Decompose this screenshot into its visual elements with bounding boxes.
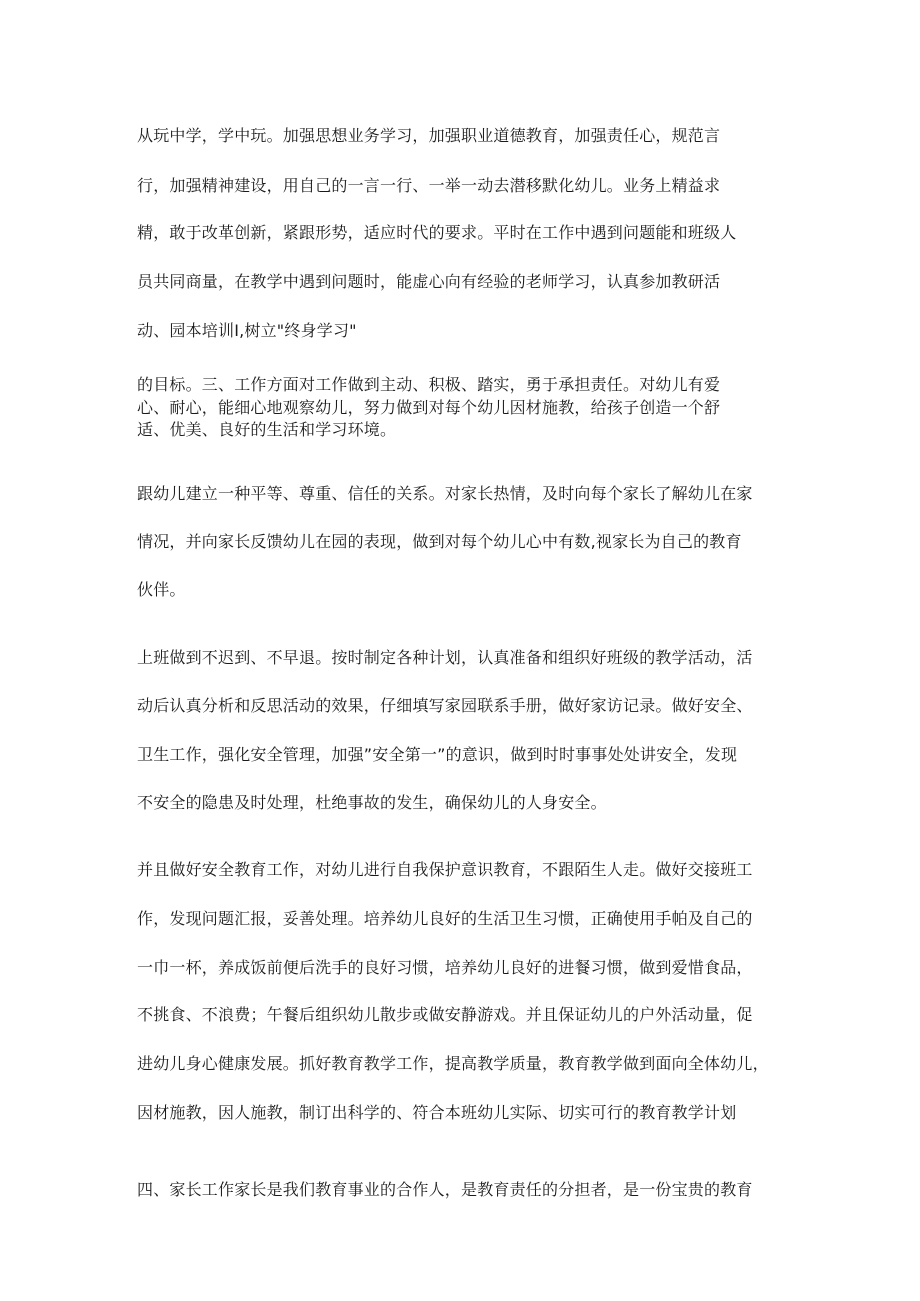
text-line: 情况，并向家长反馈幼儿在园的表现，做到对每个幼儿心中有数,视家长为自己的教育 (137, 532, 742, 551)
text-line: 精，敢于改革创新，紧跟形势，适应时代的要求。平时在工作中遇到问题能和班级人 (137, 223, 737, 242)
text-line: 卫生工作，强化安全管理，加强”安全第一”的意识，做到时时事事处处讲安全，发现 (137, 745, 738, 764)
text-line: 员共同商量，在教学中遇到问题时，能虚心向有经验的老师学习，认真参加教研活 (137, 272, 721, 291)
text-line: 行，加强精神建设，用自己的一言一行、一举一动去潜移默化幼儿。业务上精益求 (137, 176, 721, 195)
text-line: 并且做好安全教育工作，对幼儿进行自我保护意识教育，不跟陌生人走。做好交接班工 (137, 860, 753, 879)
text-line: 动、园本培训Ⅰ,树立"终身学习" (137, 321, 357, 340)
text-line: 的目标。三、工作方面对工作做到主动、积极、踏实，勇于承担责任。对幼儿有爱 (137, 375, 721, 394)
text-line: 从玩中学，学中玩。加强思想业务学习，加强职业道德教育，加强责任心，规范言 (137, 126, 721, 145)
text-line: 进幼儿身心健康发展。抓好教育教学工作，提高教学质量，教育教学做到面向全体幼儿， (137, 1054, 769, 1073)
text-line: 上班做到不迟到、不早退。按时制定各种计划，认真准备和组织好班级的教学活动，活 (137, 648, 753, 667)
text-line: 适、优美、良好的生活和学习环境。 (137, 420, 397, 439)
text-line: 伙伴。 (137, 580, 186, 599)
text-line: 不安全的隐患及时处理，杜绝事故的发生，确保幼儿的人身安全。 (137, 793, 607, 812)
text-line: 动后认真分析和反思活动的效果，仔细填写家园联系手册，做好家访记录。做好安全、 (137, 696, 753, 715)
text-line: 跟幼儿建立一种平等、尊重、信任的关系。对家长热情，及时向每个家长了解幼儿在家 (137, 484, 753, 503)
text-line: 因材施教，因人施教，制订出科学的、符合本班幼儿实际、切实可行的教育教学计划 (137, 1103, 737, 1122)
text-line: 作，发现问题汇报，妥善处理。培养幼儿良好的生活卫生习惯，正确使用手帕及自己的 (137, 909, 753, 928)
text-line: 心、耐心，能细心地观察幼儿，努力做到对每个幼儿因材施教，给孩子创造一个舒 (137, 398, 721, 417)
text-line: 四、家长工作家长是我们教育事业的合作人，是教育责任的分担者，是一份宝贵的教育 (137, 1180, 753, 1199)
text-line: 不挑食、不浪费；午餐后组织幼儿散步或做安静游戏。并且保证幼儿的户外活动量，促 (137, 1005, 753, 1024)
text-line: 一巾一杯，养成饭前便后洗手的良好习惯，培养幼儿良好的进餐习惯，做到爱惜食品， (137, 958, 753, 977)
